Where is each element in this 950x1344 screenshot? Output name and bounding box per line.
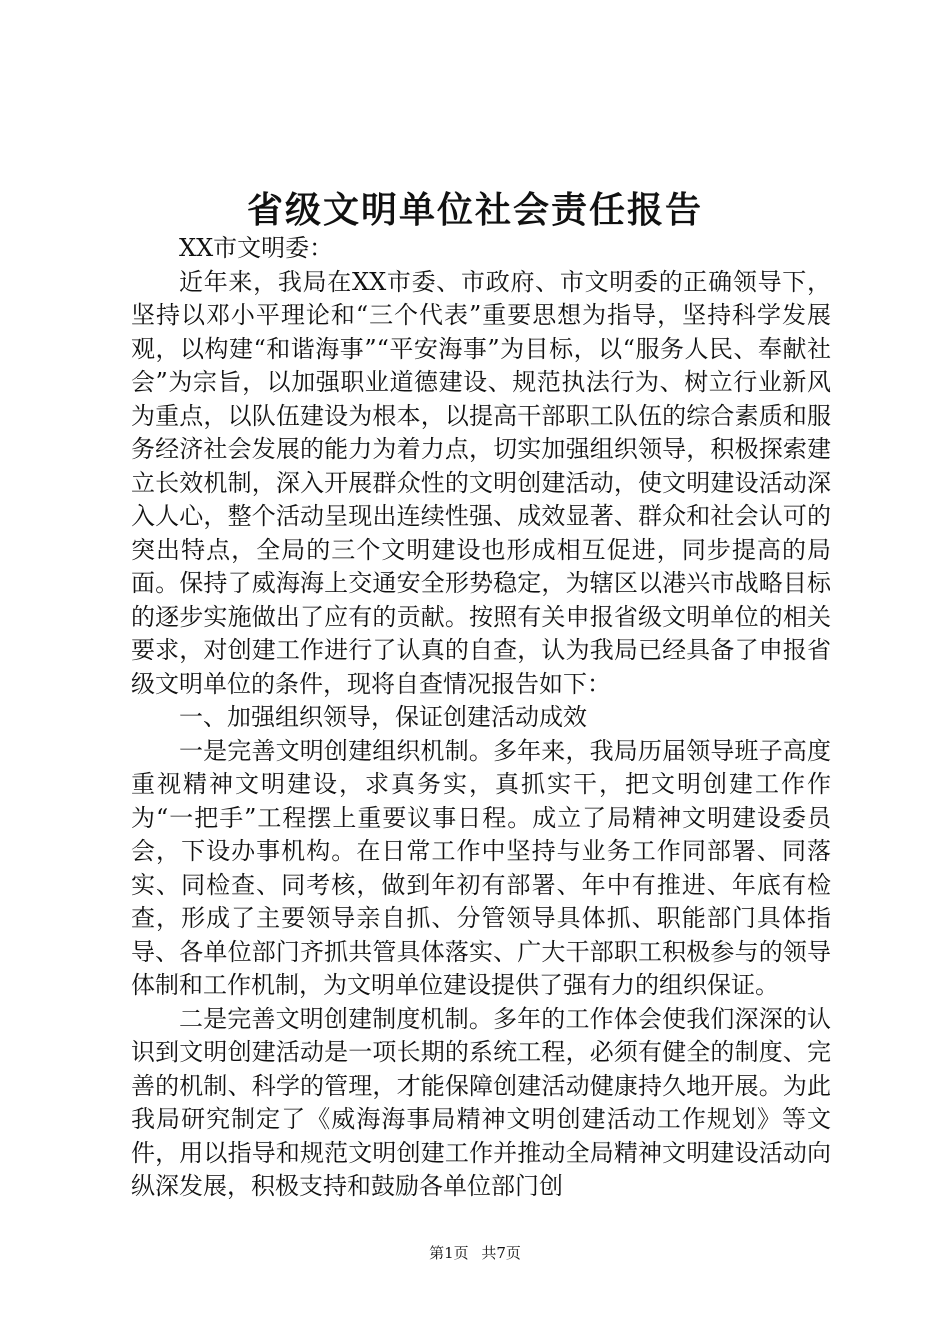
paragraph-intro: 近年来，我局在XX市委、市政府、市文明委的正确领导下，坚持以邓小平理论和“三个代表”重要思想为指导，坚持科学发展观，以构建“和谐海事”“平安海事”为目标，以“服务人民、奉献社会”为宗旨，以加强职业道德建设、规范执法行为、树立行业新风为重点，以队伍建设为根本，以提高干部职工队伍的综合素质和服务经济社会发展的能力为着力点，切实加强组织领导，积极探索建立长效机制，深入开展群众性的文明创建活动，使文明建设活动深入人心，整个活动呈现出连续性强、成效显著、群众和社会认可的突出特点，全局的三个文明建设也形成相互促进，同步提高的局面。保持了威海海上交通安全形势稳定，为辖区以港兴市战略目标的逐步实施做出了应有的贡献。按照有关申报省级文明单位的相关要求，对创建工作进行了认真的自查，认为我局已经具备了申报省级文明单位的条件，现将自查情况报告如下： bbox=[131, 267, 831, 698]
section-heading-1: 一、加强组织领导，保证创建活动成效 bbox=[179, 703, 587, 731]
document-body bbox=[131, 232, 831, 1204]
page-footer bbox=[0, 1243, 950, 1263]
page-number-total: 共7页 bbox=[481, 1244, 521, 1262]
paragraph-organization-mechanism: 一是完善文明创建组织机制。多年来，我局历届领导班子高度重视精神文明建设，求真务实，真抓实干，把文明创建工作作为“一把手”工程摆上重要议事日程。成立了局精神文明建设委员会，下设办事机构。在日常工作中坚持与业务工作同部署、同落实、同检查、同考核，做到年初有部署、年中有推进、年底有检查，形成了主要领导亲自抓、分管领导具体抓、职能部门具体指导、各单位部门齐抓共管具体落实、广大干部职工积极参与的领导体制和工作机制，为文明单位建设提供了强有力的组织保证。 bbox=[131, 736, 831, 999]
page-number-current: 第1页 bbox=[429, 1244, 469, 1262]
salutation: XX市文明委： bbox=[179, 234, 334, 262]
document-title: 省级文明单位社会责任报告 bbox=[246, 189, 703, 231]
paragraph-system-mechanism: 二是完善文明创建制度机制。多年的工作体会使我们深深的认识到文明创建活动是一项长期的系统工程，必须有健全的制度、完善的机制、科学的管理，才能保障创建活动健康持久地开展。为此我局研究制定了《威海海事局精神文明创建活动工作规划》等文件，用以指导和规范文明创建工作并推动全局精神文明建设活动向纵深发展，积极支持和鼓励各单位部门创 bbox=[131, 1004, 831, 1200]
